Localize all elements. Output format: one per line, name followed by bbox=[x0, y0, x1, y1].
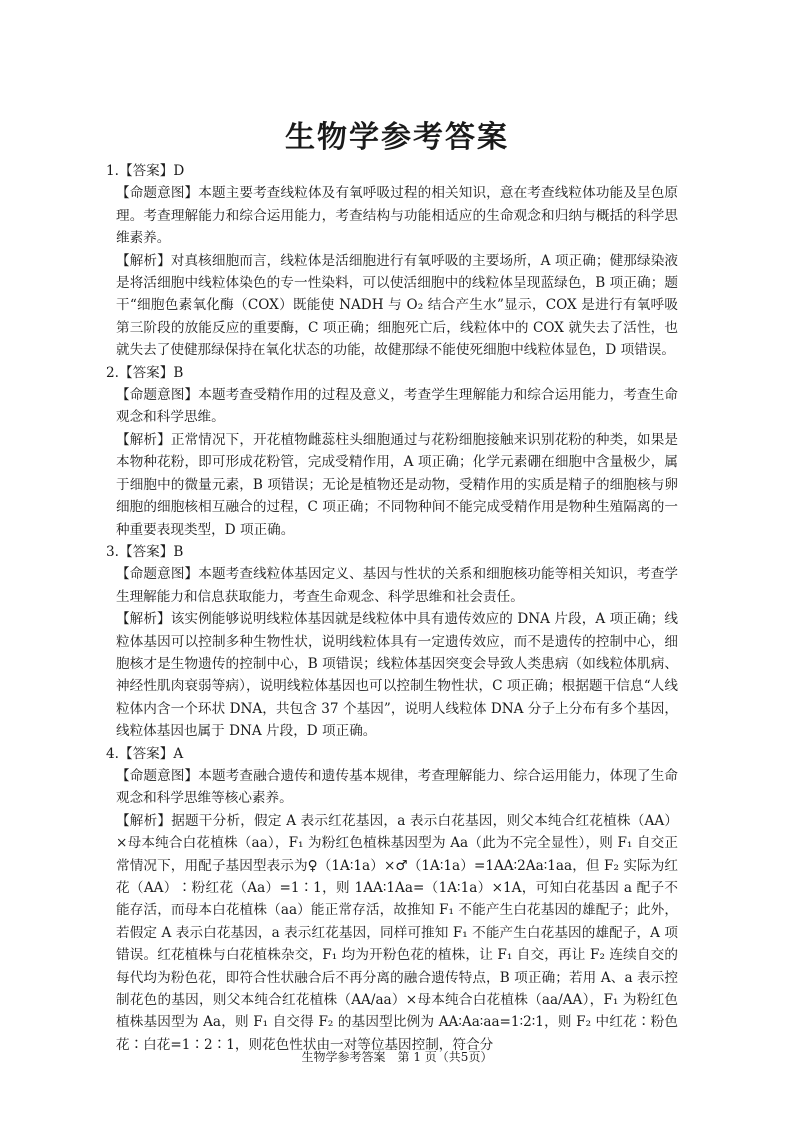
answer-content bbox=[106, 160, 678, 1056]
analysis-paragraph: 【解析】该实例能够说明线粒体基因就是线粒体中具有遗传效应的 DNA 片段，A 项正确；线粒体基因可以控制多种生物性状，说明线粒体具有一定遗传效应，而不是遗传的控制中心，细胞核才是生物遗传的控制中心，B 项错误；线粒体基因突变会导致人类患病（如线粒体肌病、神经性肌肉衰弱等病），说明线粒体基因也可以控制生物性状，C 项正确；根据题干信息“人线粒体内含一个环状 DNA，共包含 37 个基因”，说明人线粒体 DNA 分子上分布有多个基因，线粒体基因也属于 DNA 片段，D 项正确。 bbox=[116, 611, 678, 740]
question-4 bbox=[106, 743, 678, 1057]
question-1 bbox=[106, 160, 678, 362]
intent-paragraph: 【命题意图】本题考查融合遗传和遗传基本规律，考查理解能力、综合运用能力，体现了生命观念和科学思维等核心素养。 bbox=[116, 767, 678, 807]
intent-paragraph: 【命题意图】本题主要考查线粒体及有氧呼吸过程的相关知识，意在考查线粒体功能及呈色原理。考查理解能力和综合运用能力，考查结构与功能相适应的生命观念和归纳与概括的科学思维素养。 bbox=[116, 185, 678, 247]
intent-paragraph: 【命题意图】本题考查受精作用的过程及意义，考查学生理解能力和综合运用能力，考查生命观念和科学思维。 bbox=[116, 387, 678, 426]
question-2 bbox=[106, 362, 678, 541]
question-3 bbox=[106, 541, 678, 743]
analysis-paragraph: 【解析】据题干分析，假定 A 表示红花基因，a 表示白花基因，则父本纯合红花植株（AA）×母本纯合白花植株（aa），F₁ 为粉红色植株基因型为 Aa（此为不完全显性），则 F₁ 自交正常情况下，用配子基因型表示为♀（1A∶1a）×♂（1A∶1a）=1AA∶2Aa∶1aa，但 F₂ 实际为红花（AA）∶粉红花（Aa）=1∶1，则 1AA∶1Aa=（1A∶1a）×1A，可知白花基因 a 配子不能存活，而母本白花植株（aa）能正常存活，故推知 F₁ 不能产生白花基因的雄配子；此外，若假定 A 表示白花基因，a 表示红花基因，同样可推知 F₁ 不能产生白花基因的雄配子，A 项错误。红花植株与白花植株杂交，F₁ 均为开粉色花的植株，让 F₁ 自交，再让 F₂ 连续自交的每代均为粉色花，即符合性状融合后不再分离的融合遗传特点，B 项正确；若用 A、a 表示控制花色的基因，则父本纯合红花植株（AA/aa）×母本纯合白花植株（aa/AA），F₁ 为粉红色植株基因型为 Aa，则 F₁ 自交得 F₂ 的基因型比例为 AA∶Aa∶aa=1∶2∶1，则 F₂ 中红花∶粉色花∶白花=1∶2∶1，则花色性状由一对等位基因控制，符合分 bbox=[116, 812, 678, 1053]
answer-line: 4.【答案】A bbox=[106, 745, 184, 762]
page-title: 生物学参考答案 bbox=[285, 120, 509, 155]
analysis-paragraph: 【解析】对真核细胞而言，线粒体是活细胞进行有氧呼吸的主要场所，A 项正确；健那绿染液是将活细胞中线粒体染色的专一性染料，可以使活细胞中的线粒体呈现蓝绿色，B 项正确；题干“细胞色素氧化酶（COX）既能使 NADH 与 O₂ 结合产生水”显示，COX 是进行有氧呼吸第三阶段的放能反应的重要酶，C 项正确；细胞死亡后，线粒体中的 COX 就失去了活性，也就失去了使健那绿保持在氧化状态的功能，故健那绿不能使死细胞中线粒体显色，D 项错误。 bbox=[116, 252, 678, 359]
analysis-paragraph: 【解析】正常情况下，开花植物雌蕊柱头细胞通过与花粉细胞接触来识别花粉的种类，如果是本物种花粉，即可形成花粉管，完成受精作用，A 项正确；化学元素硼在细胞中含量极少，属于细胞中的微量元素，B 项错误；无论是植物还是动物，受精作用的实质是精子的细胞核与卵细胞的细胞核相互融合的过程，C 项正确；不同物种间不能完成受精作用是物种生殖隔离的一种重要表现类型，D 项正确。 bbox=[116, 431, 678, 538]
answer-line: 2.【答案】B bbox=[106, 364, 184, 381]
intent-paragraph: 【命题意图】本题考查线粒体基因定义、基因与性状的关系和细胞核功能等相关知识，考查学生理解能力和信息获取能力，考查生命观念、科学思维和社会责任。 bbox=[116, 566, 678, 605]
answer-line: 1.【答案】D bbox=[106, 163, 185, 179]
page-footer: 生物学参考答案 第 1 页（共5页） bbox=[301, 1050, 493, 1064]
answer-line: 3.【答案】B bbox=[106, 543, 184, 560]
